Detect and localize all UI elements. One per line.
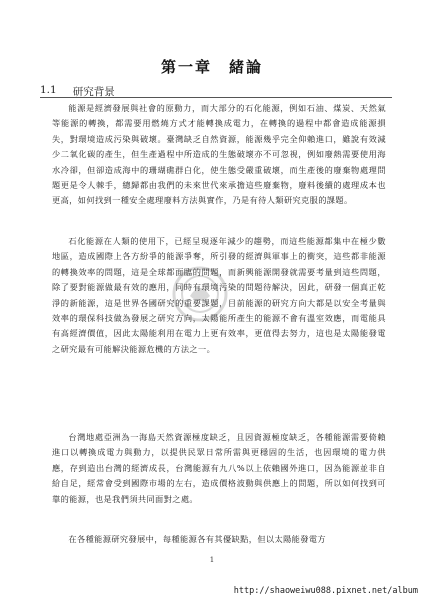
section-divider: [40, 97, 392, 98]
body-paragraph: 石化能源在人類的使用下，已經呈現逐年減少的趨勢，而這些能源都集中在極少數地區，造成國際上各方紛爭的能源爭奪，所引發的經濟與軍事上的衝突，這些都非能源的轉換效率的問題，這是全球都面臨的問題，而新興能源開發就需要考量到這些問題，除了要對能源做最有效的應用，同時有環境污染的問題待解決，因此，研發一個真正乾淨的新能源，這是世界各國研究的重要課題，目前能源的研究方向大都是以安全考量與效率的環保科技做為發展之研究方向，太陽能所產生的能源不會有溫室效應，而電能具有高經濟價值，因此太陽能利用在電力上更有效率，更值得去努力，這也是太陽能發電之研究最有可能解決能源危機的方法之一。: [52, 236, 386, 354]
body-paragraph: 能源是經濟發展與社會的原動力，而大部分的石化能源，例如石油、煤炭、天然氣等能源的轉換，都需要用燃燒方式才能轉換成電力，在轉換的過程中都會造成能源損失，對環境造成污染與破壞。臺灣缺乏自然資源，能源幾乎完全仰賴進口，雖說有效減少二氧化碳的產生，但生產過程中所造成的生態破壞亦不可忽視，例如廢熱需要使用海水冷卻，但卻造成海中的珊瑚礁群白化，使生態受嚴重破壞，而生產後的廢棄物處理問題更是令人棘手，總歸都由我們的未來世代來承擔這些廢棄物，廢料後續的處理成本也更高，如何找到一種安全處理廢料方法與實作，乃是有待人類研究克服的課題。: [52, 103, 386, 206]
body-paragraph: 在各種能源研究發展中，每種能源各有其優缺點，但以太陽能發電方: [68, 534, 327, 544]
footer-url: http://shaoweiwu088.pixnet.net/album: [233, 586, 418, 596]
page-number: 1: [209, 556, 215, 564]
chapter-title: 第一章 緒論: [160, 58, 263, 76]
body-paragraph: 台灣地處亞洲為一海島天然資源極度缺乏，且因資源極度缺乏，各種能源需要倚賴進口以轉換成電力與動力，以提供民眾日常所需與更穩固的生活，也因環境的電力供應，存到造出台灣的經濟成長，台灣能源有九八%以上依賴國外進口，因為能源並非自給自足，經常會受到國際市場的左右，造成價格波動與供應上的問題，所以如何找到可靠的能源，也是我們須共同面對之處。: [52, 432, 386, 504]
section-number: 1.1: [40, 84, 57, 96]
section-title: 研究背景: [72, 86, 115, 98]
